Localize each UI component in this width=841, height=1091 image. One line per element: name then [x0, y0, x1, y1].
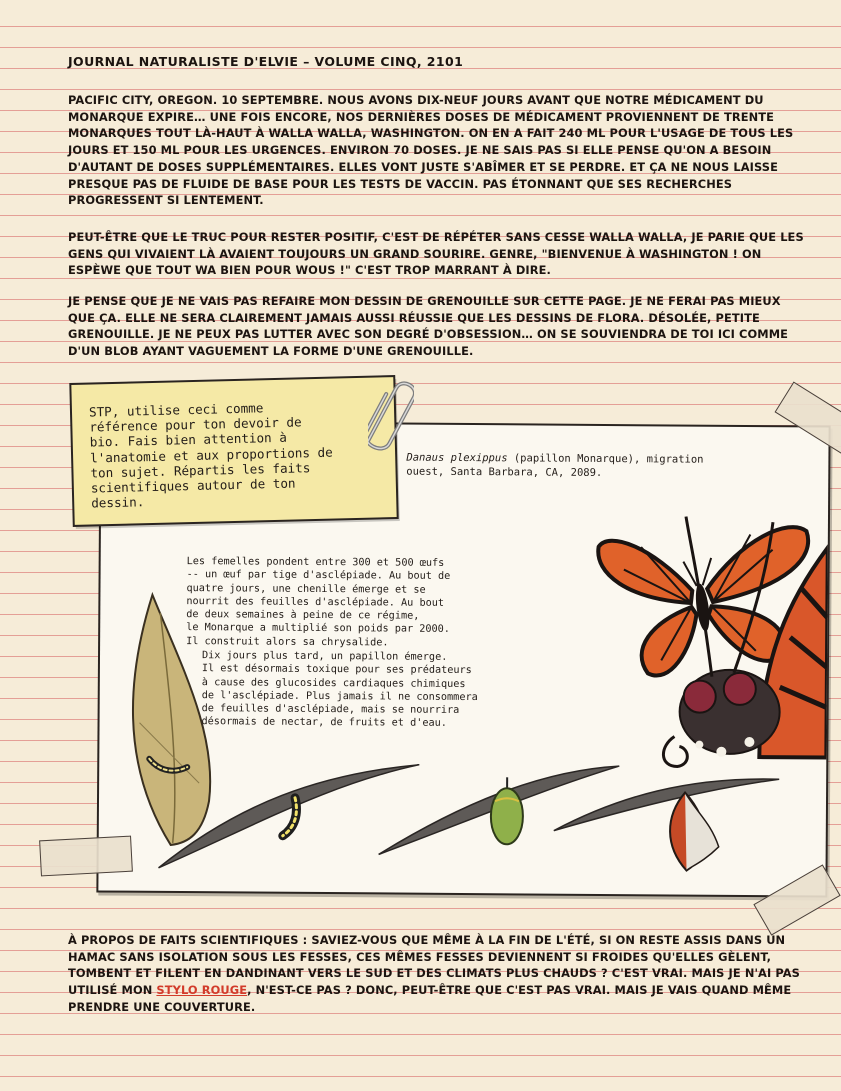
life-cycle-facts: Les femelles pondent entre 300 et 500 œufs -- un œuf par tige d'asclépiade. Au bout de quatre jours, une chenille émerge et se nourrit des feuilles d'asclépiade. Au bout de deux semaines à peine de ce régime, le Monarque a multiplié son poids par 2000. Il construit alors sa chrysalide.	[186, 556, 451, 649]
journal-paragraph: JE PENSE QUE JE NE VAIS PAS REFAIRE MON DESSIN DE GRENOUILLE SUR CETTE PAGE. JE NE FERAI PAS MIEUX QUE ÇA. ELLE NE SERA CLAIREMENT JAMAIS AUSSI RÉUSSIE QUE LES DESSINS DE FLORA. DÉSOLÉE, PETITE GRENOUILLE. JE NE PEUX PAS LUTTER AVEC SON DEGRÉ D'OBSESSION… ON SE SOUVIENDRA DE TOI ICI COMME D'UN BLOB AYANT VAGUEMENT LA FORME D'UNE GRENOUILLE.	[68, 294, 789, 359]
specimen-caption	[406, 451, 736, 481]
sticky-note-text: STP, utilise ceci comme référence pour ton devoir de bio. Fais bien attention à l'anatomie et aux proportions de ton sujet. Répartis les faits scientifiques autour de ton dessin.	[88, 400, 333, 511]
journal-paragraph	[68, 932, 808, 1016]
emerging-butterfly	[670, 792, 719, 870]
species-name: Danaus plexippus	[406, 451, 508, 465]
paperclip-icon	[368, 371, 414, 463]
tape-bottom-left	[39, 836, 133, 877]
journal-paragraph: PEUT-ÊTRE QUE LE TRUC POUR RESTER POSITIF, C'EST DE RÉPÉTER SANS CESSE WALLA WALLA, JE PARIE QUE LES GENS QUI VIVAIENT LÀ AVAIENT TOUJOURS UN GRAND SOURIRE. GENRE, "BIENVENUE À WASHINGTON ! ON ESPÈWE QUE TOUT WA BIEN POUR WOUS !" C'EST TROP MARRANT À DIRE.	[68, 230, 804, 278]
red-pen-text: STYLO ROUGE	[156, 983, 248, 998]
journal-title: JOURNAL NATURALISTE D'ELVIE – VOLUME CINQ, 2101	[68, 54, 464, 69]
caption-details: (papillon Monarque), migration ouest, Santa Barbara, CA, 2089.	[406, 452, 704, 479]
journal-paragraph: PACIFIC CITY, OREGON. 10 SEPTEMBRE. NOUS AVONS DIX-NEUF JOURS AVANT QUE NOTRE MÉDICAMENT DU MONARQUE EXPIRE… UNE FOIS ENCORE, NOS DERNIÈRES DOSES DE MÉDICAMENT PROVIENNENT DE TRENTE MONARQUES TOUT LÀ-HAUT À WALLA WALLA, WASHINGTON. ON EN A FAIT 240 ML POUR L'USAGE DE TOUS LES JOURS ET 150 ML POUR LES URGENCES. ENVIRON 70 DOSES. JE NE SAIS PAS SI ELLE PENSE QU'ON A BESOIN D'AUTANT DE DOSES SUPPLÉMENTAIRES. ELLES VONT JUSTE S'ABÎMER ET SE PERDRE. ET ÇA NE NOUS LAISSE PRESQUE PAS DE FLUIDE DE BASE POUR LES TESTS DE VACCIN. PAS ÉTONNANT QUE SES RECHERCHES PROGRESSENT SI LENTEMENT.	[68, 93, 794, 208]
branch-3	[554, 777, 779, 832]
sticky-note	[71, 377, 396, 525]
toxicity-facts: Dix jours plus tard, un papillon émerge. Il est désormais toxique pour ses prédateurs à cause des glucosides cardiaques chimiques de l'asclépiade. Plus jamais il ne consommera de feuilles d'asclépiade, mais se nourrira désormais de nectar, de fruits et d'eau.	[201, 650, 478, 730]
paragraph-text: , N'EST-CE PAS ? DONC, PEUT-ÊTRE QUE C'EST PAS VRAI. MAIS JE VAIS QUAND MÊME PRENDRE UNE COUVERTURE.	[68, 983, 792, 1014]
paragraph-text: À PROPOS DE FAITS SCIENTIFIQUES : SAVIEZ-VOUS QUE MÊME À LA FIN DE L'ÉTÉ, SI ON RESTE ASSIS DANS UN HAMAC SANS ISOLATION SOUS LES FESSES, CES MÊMES FESSES DEVIENNENT SI FROIDES QU'ELLES GÈLENT, TOMBENT ET FILENT EN DANDINANT VERS LE SUD ET DES CLIMATS PLUS CHAUDS ? C'EST VRAI. MAIS JE N'AI PAS UTILISÉ MON	[68, 933, 800, 998]
